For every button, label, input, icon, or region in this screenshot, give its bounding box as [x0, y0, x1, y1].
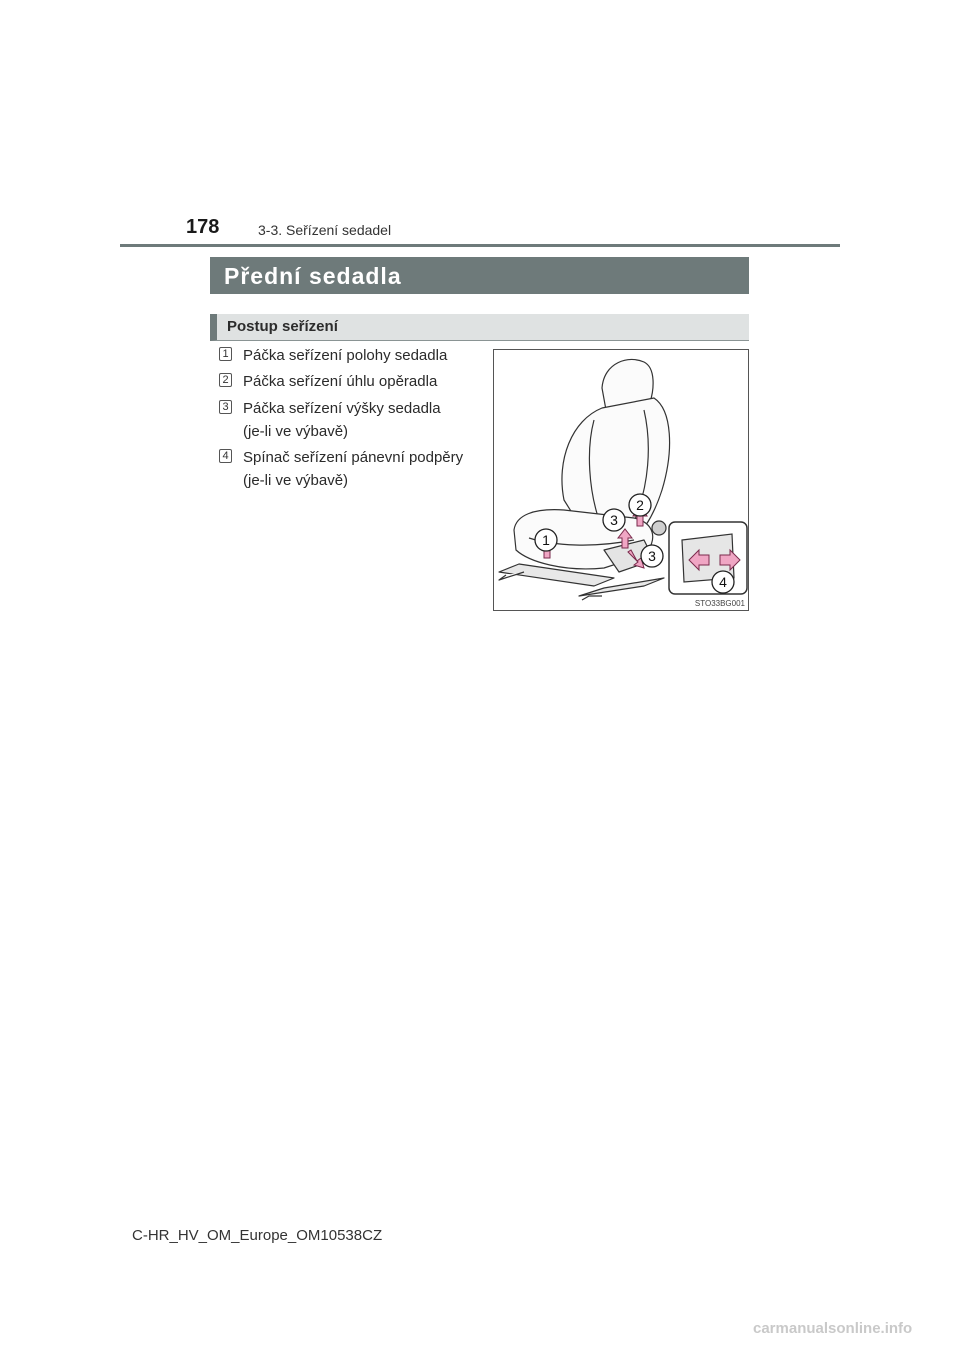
item-number: 3	[219, 400, 232, 414]
item-number: 4	[219, 449, 232, 463]
item-text-line: Spínač seřízení pánevní podpěry	[243, 449, 464, 466]
callout-label: 1	[542, 532, 550, 548]
item-number: 2	[219, 373, 232, 387]
item-text-line: Páčka seřízení výšky sedadla	[243, 400, 441, 417]
item-number: 1	[219, 347, 232, 361]
header-rule	[120, 244, 840, 247]
footer-doc-id: C-HR_HV_OM_Europe_OM10538CZ	[132, 1227, 383, 1244]
seat-illustration	[493, 349, 749, 611]
item-text: Páčka seřízení polohy sedadla	[243, 347, 448, 364]
item-text-line: (je-li ve výbavě)	[243, 423, 349, 440]
item-text	[243, 446, 503, 492]
callout-label: 3	[648, 548, 656, 564]
subsection-header	[210, 314, 749, 341]
subsection-title: Postup seřízení	[227, 318, 338, 335]
item-text: Páčka seřízení úhlu opěradla	[243, 373, 438, 390]
recline-knob	[652, 521, 666, 535]
item-text	[243, 397, 503, 443]
callout-label: 2	[636, 497, 644, 513]
chapter-title: 3-3. Seřízení sedadel	[258, 222, 392, 238]
item-text-line: (je-li ve výbavě)	[243, 472, 349, 489]
rail-foot	[582, 596, 602, 600]
callout-label: 3	[610, 512, 618, 528]
section-header	[210, 257, 749, 294]
callout-label: 4	[719, 574, 727, 590]
seat-drawing	[494, 350, 748, 610]
section-title: Přední sedadla	[224, 263, 402, 289]
figure-code: STO33BG001	[694, 599, 745, 608]
watermark[interactable]: carmanualsonline.info	[753, 1320, 913, 1337]
page-number: 178	[186, 216, 220, 238]
